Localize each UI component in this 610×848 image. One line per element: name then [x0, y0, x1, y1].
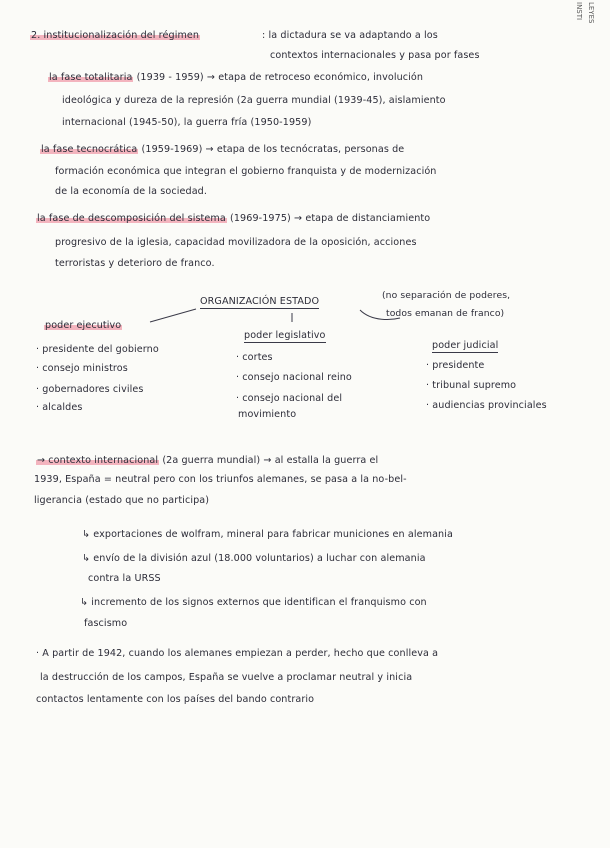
contexto-paragraph-line-1: · A partir de 1942, cuando los alemanes empiezan a perder, hecho que conlleva a: [36, 648, 439, 659]
section-heading-text: 2. institucionalización del régimen: [31, 30, 200, 41]
edge-tab-left: INSTI: [575, 2, 583, 21]
fase-totalitaria-text-1: (1939 - 1959) → etapa de retroceso económico, involución: [136, 72, 424, 83]
contexto-paragraph-line-2: la destrucción de los campos, España se vuelve a proclamar neutral y inicia: [40, 672, 413, 683]
fase-totalitaria-line-2: ideológica y dureza de la represión (2a guerra mundial (1939-45), aislamiento: [62, 95, 446, 106]
contexto-line-2: 1939, España = neutral pero con los triunfos alemanes, se pasa a la no-bel-: [34, 474, 407, 485]
poder-legislativo-title-text: poder legislativo: [244, 330, 326, 341]
poder-legislativo-item: movimiento: [238, 409, 297, 420]
contexto-bullet-line: ↳ exportaciones de wolfram, mineral para fabricar municiones en alemania: [82, 529, 453, 540]
fase-descomposicion-line-2: progresivo de la iglesia, capacidad movilizadora de la oposición, acciones: [55, 237, 417, 248]
poder-ejecutivo-item: · alcaldes: [36, 402, 83, 413]
organizacion-title: [200, 296, 319, 308]
organizacion-title-text: ORGANIZACIÓN ESTADO: [200, 296, 320, 307]
poder-ejecutivo-item: · consejo ministros: [36, 363, 128, 374]
section-intro-line-1: : la dictadura se va adaptando a los: [262, 30, 438, 41]
poder-legislativo-item: · cortes: [236, 352, 273, 363]
fase-totalitaria-label: la fase totalitaria: [49, 72, 133, 83]
contexto-line-3: ligerancia (estado que no participa): [34, 495, 210, 506]
fase-tecnocratica-text-1: (1959-1969) → etapa de los tecnócratas, personas de: [141, 144, 405, 155]
contexto-bullet-line: ↳ envío de la división azul (18.000 voluntarios) a luchar con alemania: [82, 553, 426, 564]
section-intro-line-2: contextos internacionales y pasa por fases: [270, 50, 480, 61]
poder-ejecutivo-title-text: poder ejecutivo: [45, 320, 122, 331]
poder-legislativo-title: [244, 330, 326, 342]
contexto-bullet-line: fascismo: [84, 618, 128, 629]
organizacion-note-line-2: todos emanan de franco): [386, 308, 505, 319]
fase-totalitaria-line-3: internacional (1945-50), la guerra fría (1950-1959): [62, 117, 312, 128]
fase-tecnocratica-line-3: de la economía de la sociedad.: [55, 186, 208, 197]
poder-judicial-item: · tribunal supremo: [426, 380, 517, 391]
poder-judicial-title-text: poder judicial: [432, 340, 499, 351]
contexto-label: → contexto internacional: [37, 455, 159, 466]
poder-legislativo-item: · consejo nacional del: [236, 393, 343, 404]
poder-judicial-item: · presidente: [426, 360, 485, 371]
fase-tecnocratica-label: la fase tecnocrática: [41, 144, 138, 155]
contexto-bullet-line: ↳ incremento de los signos externos que identifican el franquismo con: [80, 597, 427, 608]
poder-ejecutivo-item: · presidente del gobierno: [36, 344, 159, 355]
contexto-bullet-line: contra la URSS: [88, 573, 161, 584]
poder-ejecutivo-title: [44, 320, 122, 332]
poder-legislativo-item: · consejo nacional reino: [236, 372, 352, 383]
contexto-line-1: [36, 455, 378, 467]
fase-descomposicion-line-3: terroristas y deterioro de franco.: [55, 258, 215, 269]
contexto-paragraph-line-3: contactos lentamente con los países del bando contrario: [36, 694, 315, 705]
organizacion-note-line-1: (no separación de poderes,: [382, 290, 511, 301]
poder-judicial-title: [432, 340, 498, 352]
poder-judicial-item: · audiencias provinciales: [426, 400, 547, 411]
fase-tecnocratica-line-2: formación económica que integran el gobierno franquista y de modernización: [55, 166, 437, 177]
edge-tab-right: LEYES: [587, 2, 595, 24]
fase-descomposicion-text-1: (1969-1975) → etapa de distanciamiento: [230, 213, 431, 224]
contexto-text-1: (2a guerra mundial) → al estalla la guerra el: [162, 455, 379, 466]
poder-ejecutivo-item: · gobernadores civiles: [36, 384, 144, 395]
fase-descomposicion-label: la fase de descomposición del sistema: [37, 213, 226, 224]
